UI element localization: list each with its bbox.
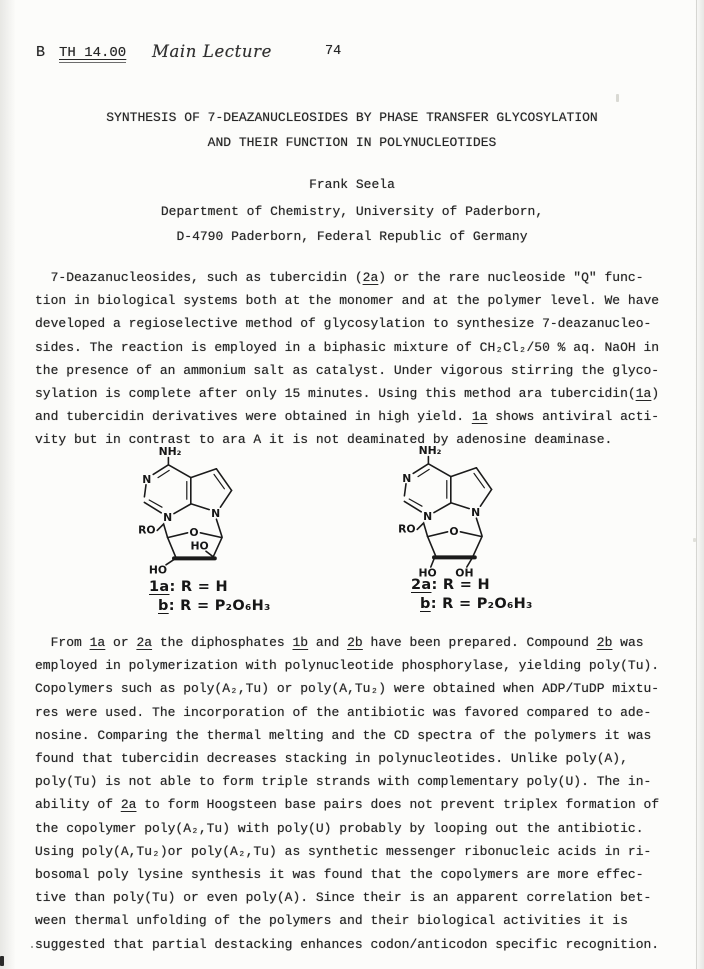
- scan-artifact: [31, 946, 33, 948]
- text-line: the copolymer poly(A₂,Tu) with poly(U) probably by looping out the antibiotic.: [35, 820, 644, 836]
- nitrogen-label: N: [163, 510, 173, 524]
- ring-oxygen-label: O: [189, 526, 199, 539]
- text-line: ween thermal unfolding of the polymers and their biological activities it is: [35, 913, 628, 929]
- text-line: sides. The reaction is employed in a biphasic mixture of CH₂Cl₂/50 % aq. NaOH in: [35, 339, 660, 355]
- structure-2-caption: [411, 576, 533, 613]
- paper-title-line-1: SYNTHESIS OF 7-DEAZANUCLEOSIDES BY PHASE TRANSFER GLYCOSYLATION: [106, 110, 598, 125]
- text-line: developed a regioselective method of glycosylation to synthesize 7-deazanucleo-: [35, 316, 652, 332]
- amine-label: NH₂: [158, 445, 182, 459]
- paper-title-line-2: AND THEIR FUNCTION IN POLYNUCLEOTIDES: [207, 135, 497, 150]
- text-line: poly(Tu) is not able to form triple strands with complementary poly(U). The in-: [35, 774, 652, 790]
- text-line: vity but in contrast to ara A it is not deaminated by adenosine deaminase.: [35, 432, 613, 448]
- text-line: tive than poly(Tu) or even poly(A). Since their is an apparent correlation bet-: [35, 890, 652, 906]
- r-oxy-label: RO: [398, 522, 416, 536]
- compound-1a-label: 1a: R = H: [149, 579, 228, 595]
- nitrogen-label: N: [423, 509, 433, 523]
- structure-1-caption: [149, 578, 271, 615]
- lecture-type: Main Lecture: [152, 42, 272, 61]
- hydroxyl-label: HO: [418, 566, 437, 580]
- page-number: 74: [325, 44, 342, 59]
- compound-2b-label: b: R = P₂O₆H₃: [420, 595, 533, 612]
- text-line: Copolymers such as poly(A₂,Tu) or poly(A,Tu₂) were obtained when ADP/TuDP mixtu-: [35, 681, 660, 697]
- text-line: ability of 2a to form Hoogsteen base pairs does not prevent triplex formation of: [35, 797, 660, 813]
- scan-artifact: [0, 956, 4, 966]
- session-code: B: [36, 44, 46, 61]
- session-time: TH 14.00: [59, 45, 127, 61]
- text-line: and tubercidin derivatives were obtained in high yield. 1a shows antiviral acti-: [35, 409, 660, 425]
- text-line: bosomal poly lysine synthesis it was found that the copolymers are more effec-: [35, 867, 644, 883]
- abstract-paragraph-1: [35, 266, 659, 452]
- hydroxyl-label: HO: [148, 563, 168, 577]
- author-name: Frank Seela: [309, 177, 395, 192]
- text-line: res were used. The incorporation of the antibiotic was favored compared to ade-: [35, 704, 652, 720]
- hydroxyl-label: OH: [455, 566, 474, 580]
- text-line: found that tubercidin decreases stacking in polynucleotides. Unlike poly(A),: [35, 751, 628, 767]
- compound-1b-label: b: R = P₂O₆H₃: [158, 597, 271, 614]
- nitrogen-label: N: [211, 506, 221, 520]
- text-line: From 1a or 2a the diphosphates 1b and 2b have been prepared. Compound 2b was: [35, 635, 644, 650]
- abstract-paragraph-2: [35, 631, 659, 956]
- text-line: the presence of an ammonium salt as catalyst. Under vigorous stirring the glyco-: [35, 362, 660, 378]
- structure-1-drawing: [118, 444, 238, 588]
- amine-label: NH₂: [418, 444, 442, 458]
- text-line: Using poly(A,Tu₂)or poly(A₂,Tu) as synthetic messenger ribonucleic acids in ri-: [35, 843, 652, 859]
- text-line: suggested that partial destacking enhances codon/anticodon specific recognition.: [35, 936, 660, 952]
- affiliation-line-2: D-4790 Paderborn, Federal Republic of Germany: [176, 229, 528, 244]
- structure-2-drawing: [378, 443, 498, 587]
- hydroxyl-label: HO: [190, 539, 209, 553]
- affiliation-line-1: Department of Chemistry, University of Paderborn,: [160, 204, 544, 219]
- scan-artifact: [616, 94, 619, 102]
- compound-2a-label: 2a: R = H: [411, 577, 490, 593]
- text-line: sylation is complete after only 15 minutes. Using this method ara tubercidin(1a): [35, 386, 660, 402]
- text-line: tion in biological systems both at the monomer and at the polymer level. We have: [35, 293, 660, 309]
- text-line: nosine. Comparing the thermal melting and the CD spectra of the polymers it was: [35, 727, 652, 743]
- nitrogen-label: N: [471, 505, 481, 519]
- ring-oxygen-label: O: [449, 525, 459, 538]
- text-line: 7-Deazanucleosides, such as tubercidin (2a) or the rare nucleoside "Q" func-: [35, 270, 644, 285]
- text-line: employed in polymerization with polynucleotide phosphorylase, yielding poly(Tu).: [35, 658, 660, 674]
- r-oxy-label: RO: [138, 523, 156, 537]
- scan-artifact: [693, 538, 696, 542]
- nitrogen-label: N: [402, 472, 412, 486]
- nitrogen-label: N: [142, 473, 152, 487]
